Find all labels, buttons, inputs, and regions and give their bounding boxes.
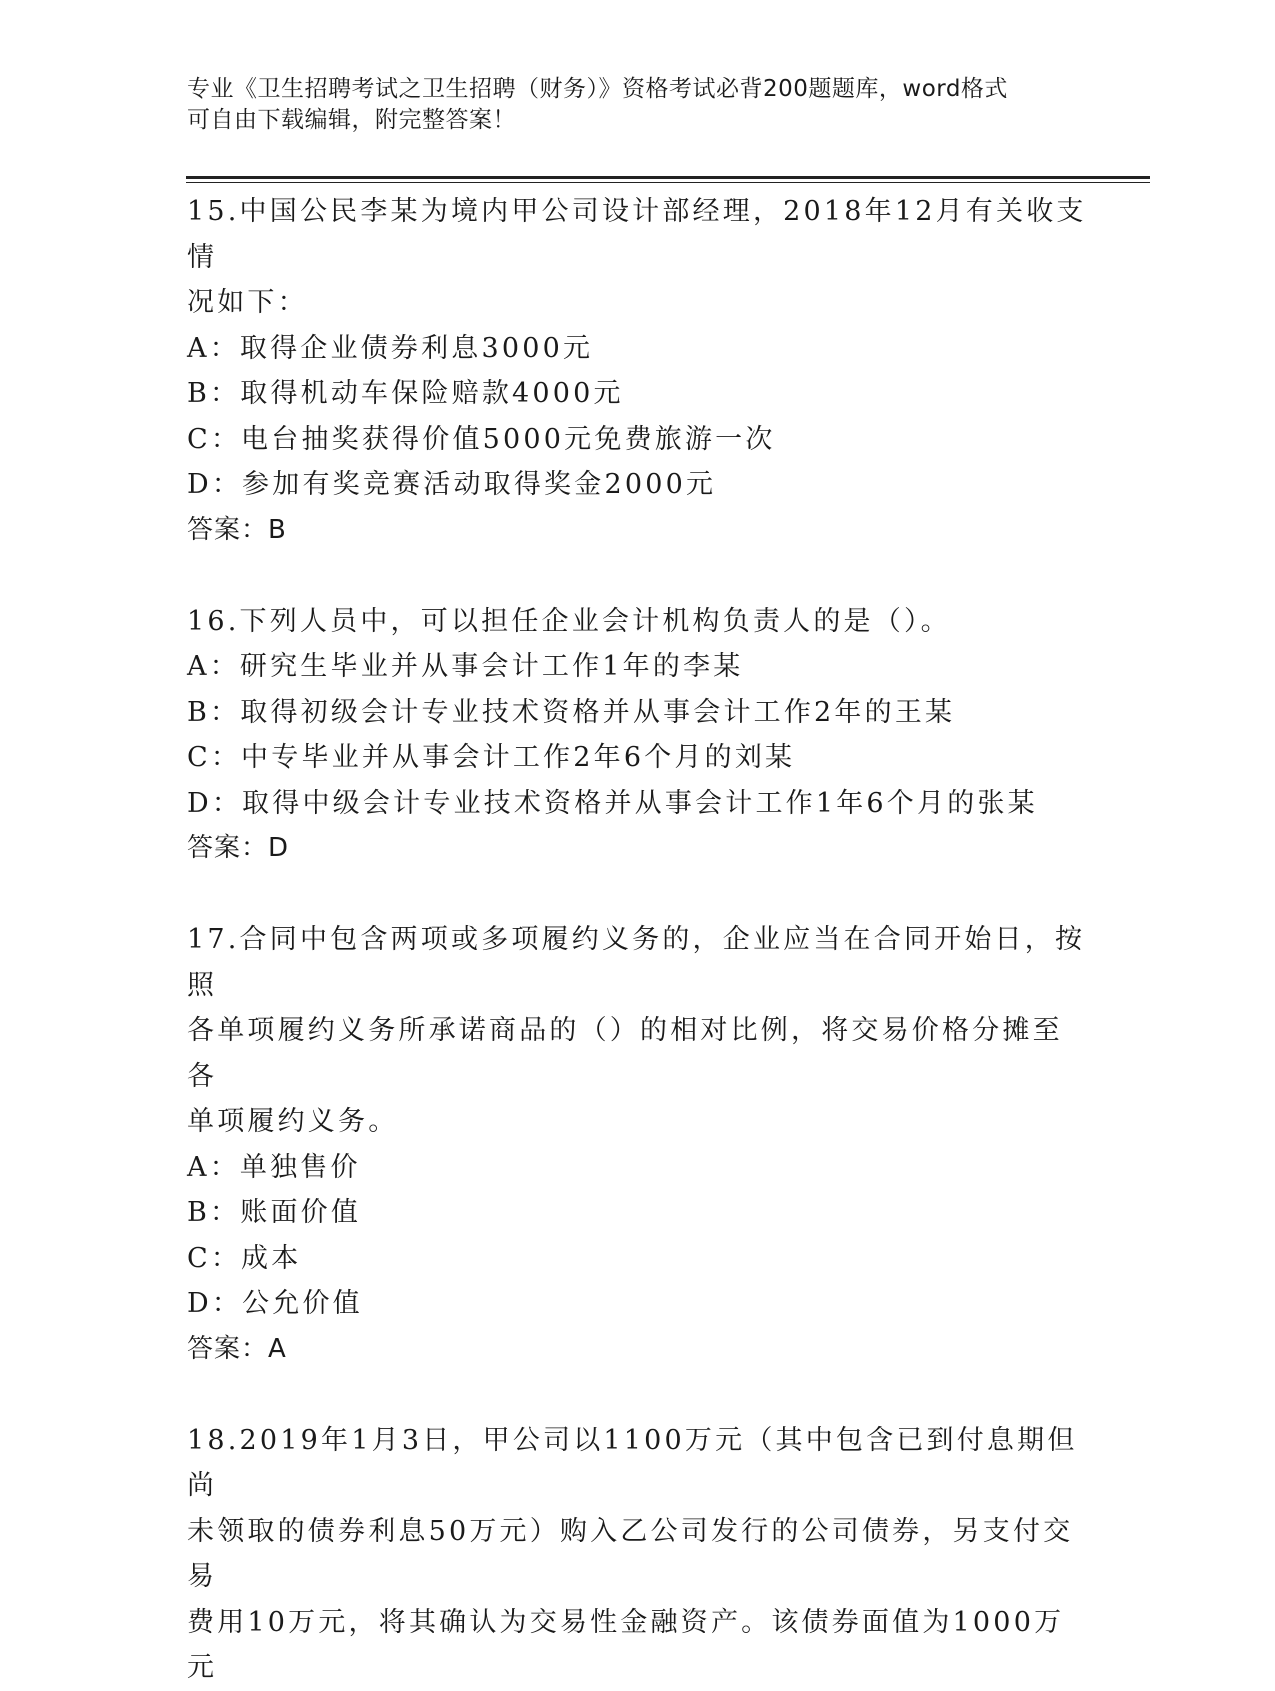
answer-line: 答案：A: [187, 1333, 287, 1364]
question-stem-line: 费用10万元，将其确认为交易性金融资产。该债券面值为1000万元: [187, 1606, 1065, 1683]
option-c: C：电台抽奖获得价值5000元免费旅游一次: [187, 423, 776, 455]
question-stem-line: 况如下：: [187, 287, 308, 318]
question-stem-line: 单项履约义务。: [187, 1106, 399, 1137]
option-d: D：公允价值: [187, 1288, 363, 1319]
question-stem-line: 16.下列人员中，可以担任企业会计机构负责人的是（）。: [187, 605, 951, 637]
question-spacer: [187, 553, 1087, 599]
option-d: D：参加有奖竞赛活动取得奖金2000元: [187, 469, 717, 500]
question-17: [187, 917, 1087, 1372]
question-16: [187, 599, 1087, 872]
answer-line: 答案：D: [187, 833, 290, 863]
answer-line: 答案：B: [187, 514, 287, 545]
question-stem-line: 15.中国公民李某为境内甲公司设计部经理，2018年12月有关收支情: [187, 196, 1087, 273]
question-spacer: [187, 872, 1087, 918]
option-a: A：研究生毕业并从事会计工作1年的李某: [187, 651, 744, 682]
question-spacer: [187, 1372, 1087, 1418]
document-header: [187, 74, 1067, 136]
option-c: C：中专毕业并从事会计工作2年6个月的刘某: [187, 742, 796, 773]
header-divider-thin: [186, 182, 1150, 183]
question-stem-line: 17.合同中包含两项或多项履约义务的，企业应当在合同开始日，按照: [187, 924, 1086, 1001]
option-c: C：成本: [187, 1242, 302, 1274]
question-list: [187, 189, 1087, 1691]
header-line-2: 可自由下载编辑，附完整答案！: [187, 107, 516, 133]
question-stem-line: 18.2019年1月3日，甲公司以1100万元（其中包含已到付息期但尚: [187, 1424, 1078, 1501]
option-b: B：取得机动车保险赔款4000元: [187, 378, 624, 409]
question-stem-line: 各单项履约义务所承诺商品的（）的相对比例，将交易价格分摊至各: [187, 1015, 1063, 1092]
question-15: [187, 189, 1087, 553]
option-b: B：取得初级会计专业技术资格并从事会计工作2年的王某: [187, 696, 956, 728]
option-a: A：取得企业债券利息3000元: [187, 332, 594, 364]
question-stem-line: 未领取的债券利息50万元）购入乙公司发行的公司债券，另支付交易: [187, 1515, 1074, 1592]
header-line-1: 专业《卫生招聘考试之卫生招聘（财务）》资格考试必背200题题库，word格式: [187, 76, 1008, 102]
option-d: D：取得中级会计专业技术资格并从事会计工作1年6个月的张某: [187, 787, 1038, 819]
header-divider-thick: [186, 176, 1150, 179]
option-b: B：账面价值: [187, 1197, 362, 1228]
option-a: A：单独售价: [187, 1151, 361, 1183]
